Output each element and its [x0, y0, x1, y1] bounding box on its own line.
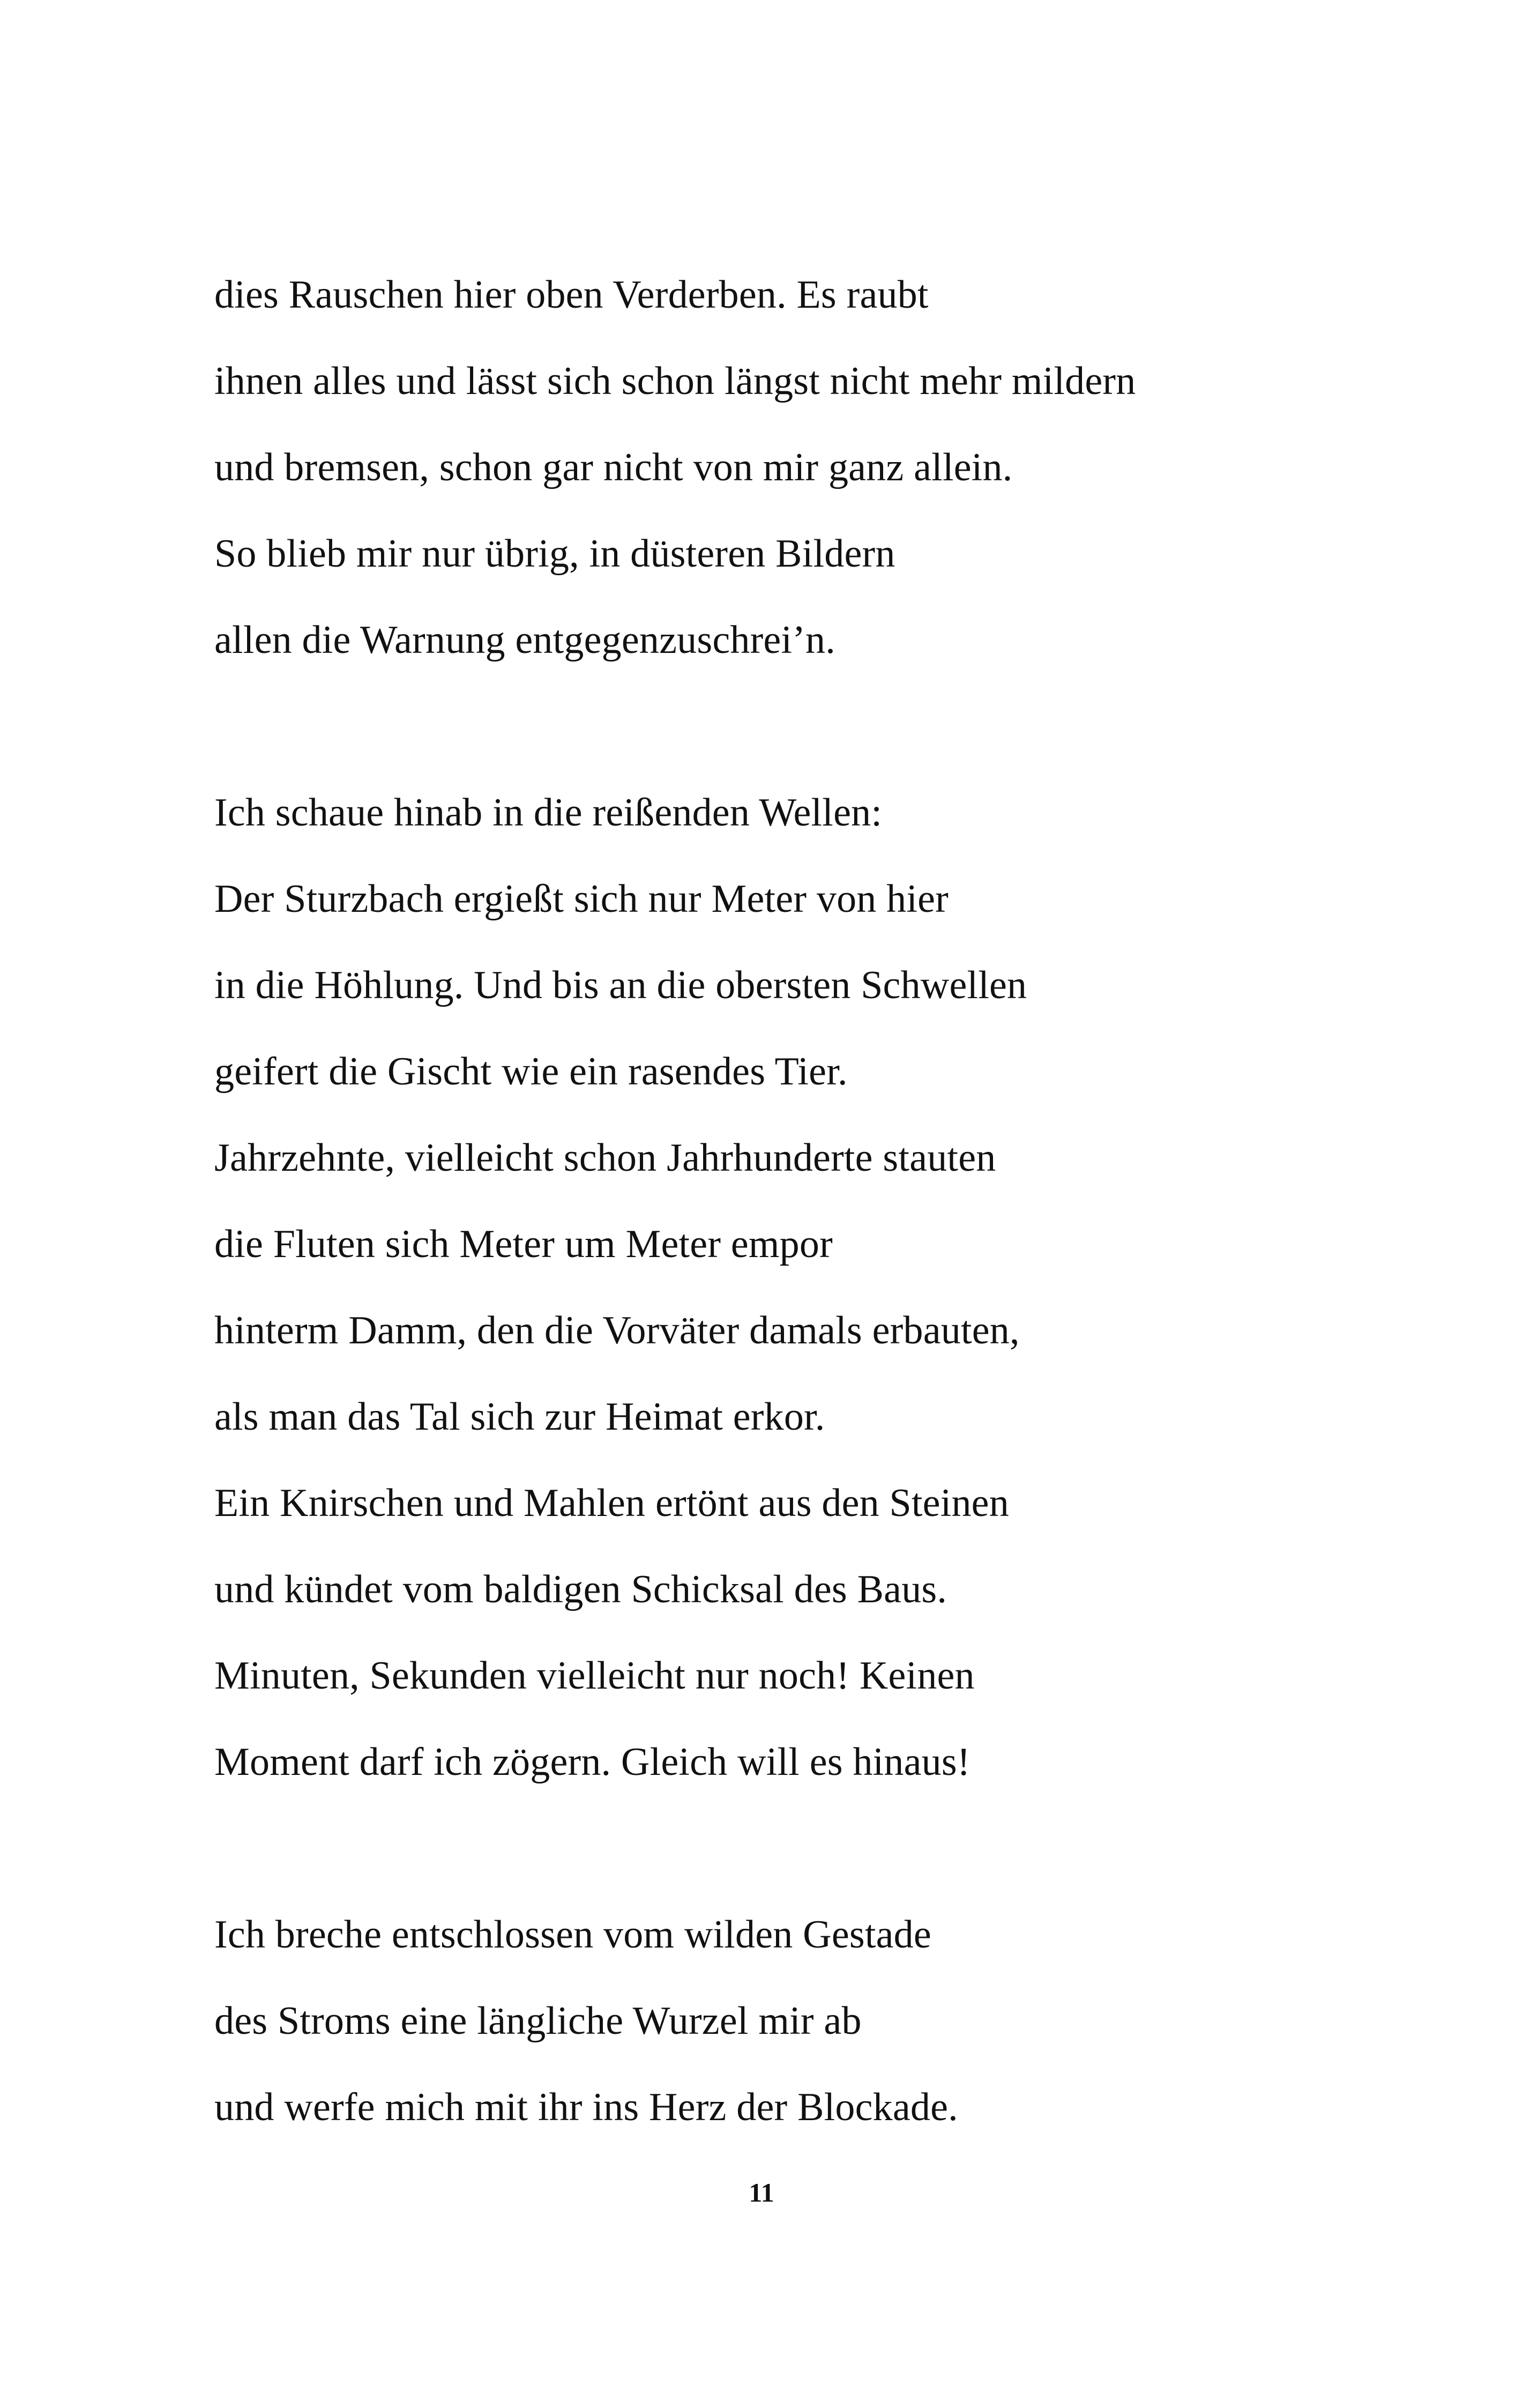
- poem-line: ihnen alles und lässt sich schon längst nicht mehr mildern: [214, 359, 1136, 403]
- poem-line: Ich breche entschlossen vom wilden Gestade: [214, 1913, 931, 1957]
- poem-line: allen die Warnung entgegenzuschrei’n.: [214, 618, 835, 662]
- poem-line: geifert die Gischt wie ein rasendes Tier.: [214, 1050, 848, 1094]
- poem-line: Moment darf ich zögern. Gleich will es hinaus!: [214, 1740, 970, 1784]
- poem-line: Ich schaue hinab in die reißenden Wellen:: [214, 791, 883, 835]
- poem-line: als man das Tal sich zur Heimat erkor.: [214, 1395, 825, 1439]
- poem-line: und kündet vom baldigen Schicksal des Baus.: [214, 1567, 947, 1611]
- poem-line: hinterm Damm, den die Vorväter damals erbauten,: [214, 1309, 1020, 1352]
- stanza-divider: [214, 683, 1340, 770]
- page-number: 11: [749, 2177, 774, 2208]
- stanza-3: [214, 1892, 1340, 2151]
- poem-line: Ein Knirschen und Mahlen ertönt aus den Steinen: [214, 1481, 1009, 1525]
- poem-line: Jahrzehnte, vielleicht schon Jahrhunderte stauten: [214, 1136, 996, 1180]
- stanza-divider: [214, 1805, 1340, 1892]
- poem-line: und bremsen, schon gar nicht von mir ganz allein.: [214, 445, 1013, 489]
- poem-line: Der Sturzbach ergießt sich nur Meter von hier: [214, 877, 949, 921]
- poem-line: des Stroms eine längliche Wurzel mir ab: [214, 1999, 862, 2043]
- poem-line: in die Höhlung. Und bis an die obersten Schwellen: [214, 963, 1027, 1007]
- poem-line: die Fluten sich Meter um Meter empor: [214, 1222, 833, 1266]
- stanza-2: [214, 770, 1340, 1805]
- poem-line: und werfe mich mit ihr ins Herz der Blockade.: [214, 2085, 958, 2129]
- poem-line: Minuten, Sekunden vielleicht nur noch! Keinen: [214, 1654, 975, 1698]
- stanza-1: [214, 252, 1340, 683]
- poem-body: [214, 252, 1340, 2151]
- poem-line: So blieb mir nur übrig, in düsteren Bildern: [214, 532, 895, 576]
- poem-line: dies Rauschen hier oben Verderben. Es raubt: [214, 273, 929, 317]
